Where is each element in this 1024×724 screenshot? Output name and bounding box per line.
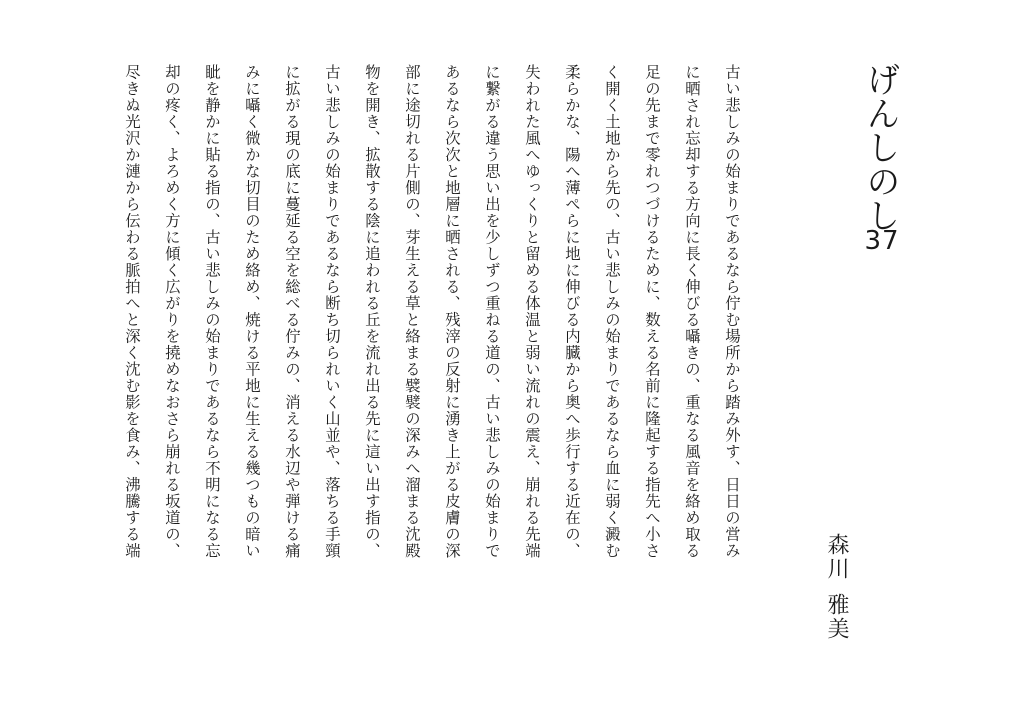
poem-line: に繋がる違う思い出を少しずつ重ねる道の、古い悲しみの始まりで — [483, 64, 501, 559]
poem-line: 柔らかな、陽へ薄ぺらに地に伸びる内臓から奥へ歩行する近在の、 — [563, 64, 581, 559]
poem-line: 失われた風へゆっくりと留める体温と弱い流れの震え、崩れる先端 — [523, 64, 541, 559]
poem-line: 尽きぬ光沢か漣から伝わる脈拍へと深く沈む影を食み、沸騰する端 — [123, 64, 141, 559]
author-given-name: 雅美 — [824, 593, 849, 641]
poem-line: あるなら次次と地層に晒される、残滓の反射に湧き上がる皮膚の深 — [443, 64, 461, 559]
poem-body — [112, 64, 752, 654]
poem-line: 古い悲しみの始まりであるなら断ち切られいく山並や、落ちる手頸 — [323, 64, 341, 559]
poem-line: 却の疼く、よろめく方に傾く広がりを撓めなおさら崩れる坂道の、 — [163, 64, 181, 559]
poem-line: 古い悲しみの始まりであるなら佇む場所から踏み外す、日日の営み — [723, 64, 741, 559]
poem-line: 足の先まで零れつづけるために、数える名前に隆起する指先へ小さ — [643, 64, 661, 559]
poem-line: に晒され忘却する方向に長く伸びる囁きの、重なる風音を絡め取る — [683, 64, 701, 559]
author-family-name: 森川 — [824, 533, 849, 581]
poem-line: 眦を静かに貼る指の、古い悲しみの始まりであるなら不明になる忘 — [203, 64, 221, 559]
poem-line: 物を開き、拡散する陰に追われる丘を流れ出る先に這い出す指の、 — [363, 64, 381, 559]
poem-line: みに囁く微かな切目のため絡め、焼ける平地に生える幾つもの暗い — [243, 64, 261, 559]
poem-title: げんしのし — [860, 62, 900, 232]
poem-number: 37 — [864, 226, 900, 256]
poem-line: く開く土地から先の、古い悲しみの始まりであるなら血に弱く澱む — [603, 64, 621, 559]
poem-line: 部に途切れる片側の、芽生える草と絡まる襞襞の深みへ溜まる沈殿 — [403, 64, 421, 559]
poem-line: に拡がる現の底に蔓延る空を総べる佇みの、消える水辺や弾ける痛 — [283, 64, 301, 559]
